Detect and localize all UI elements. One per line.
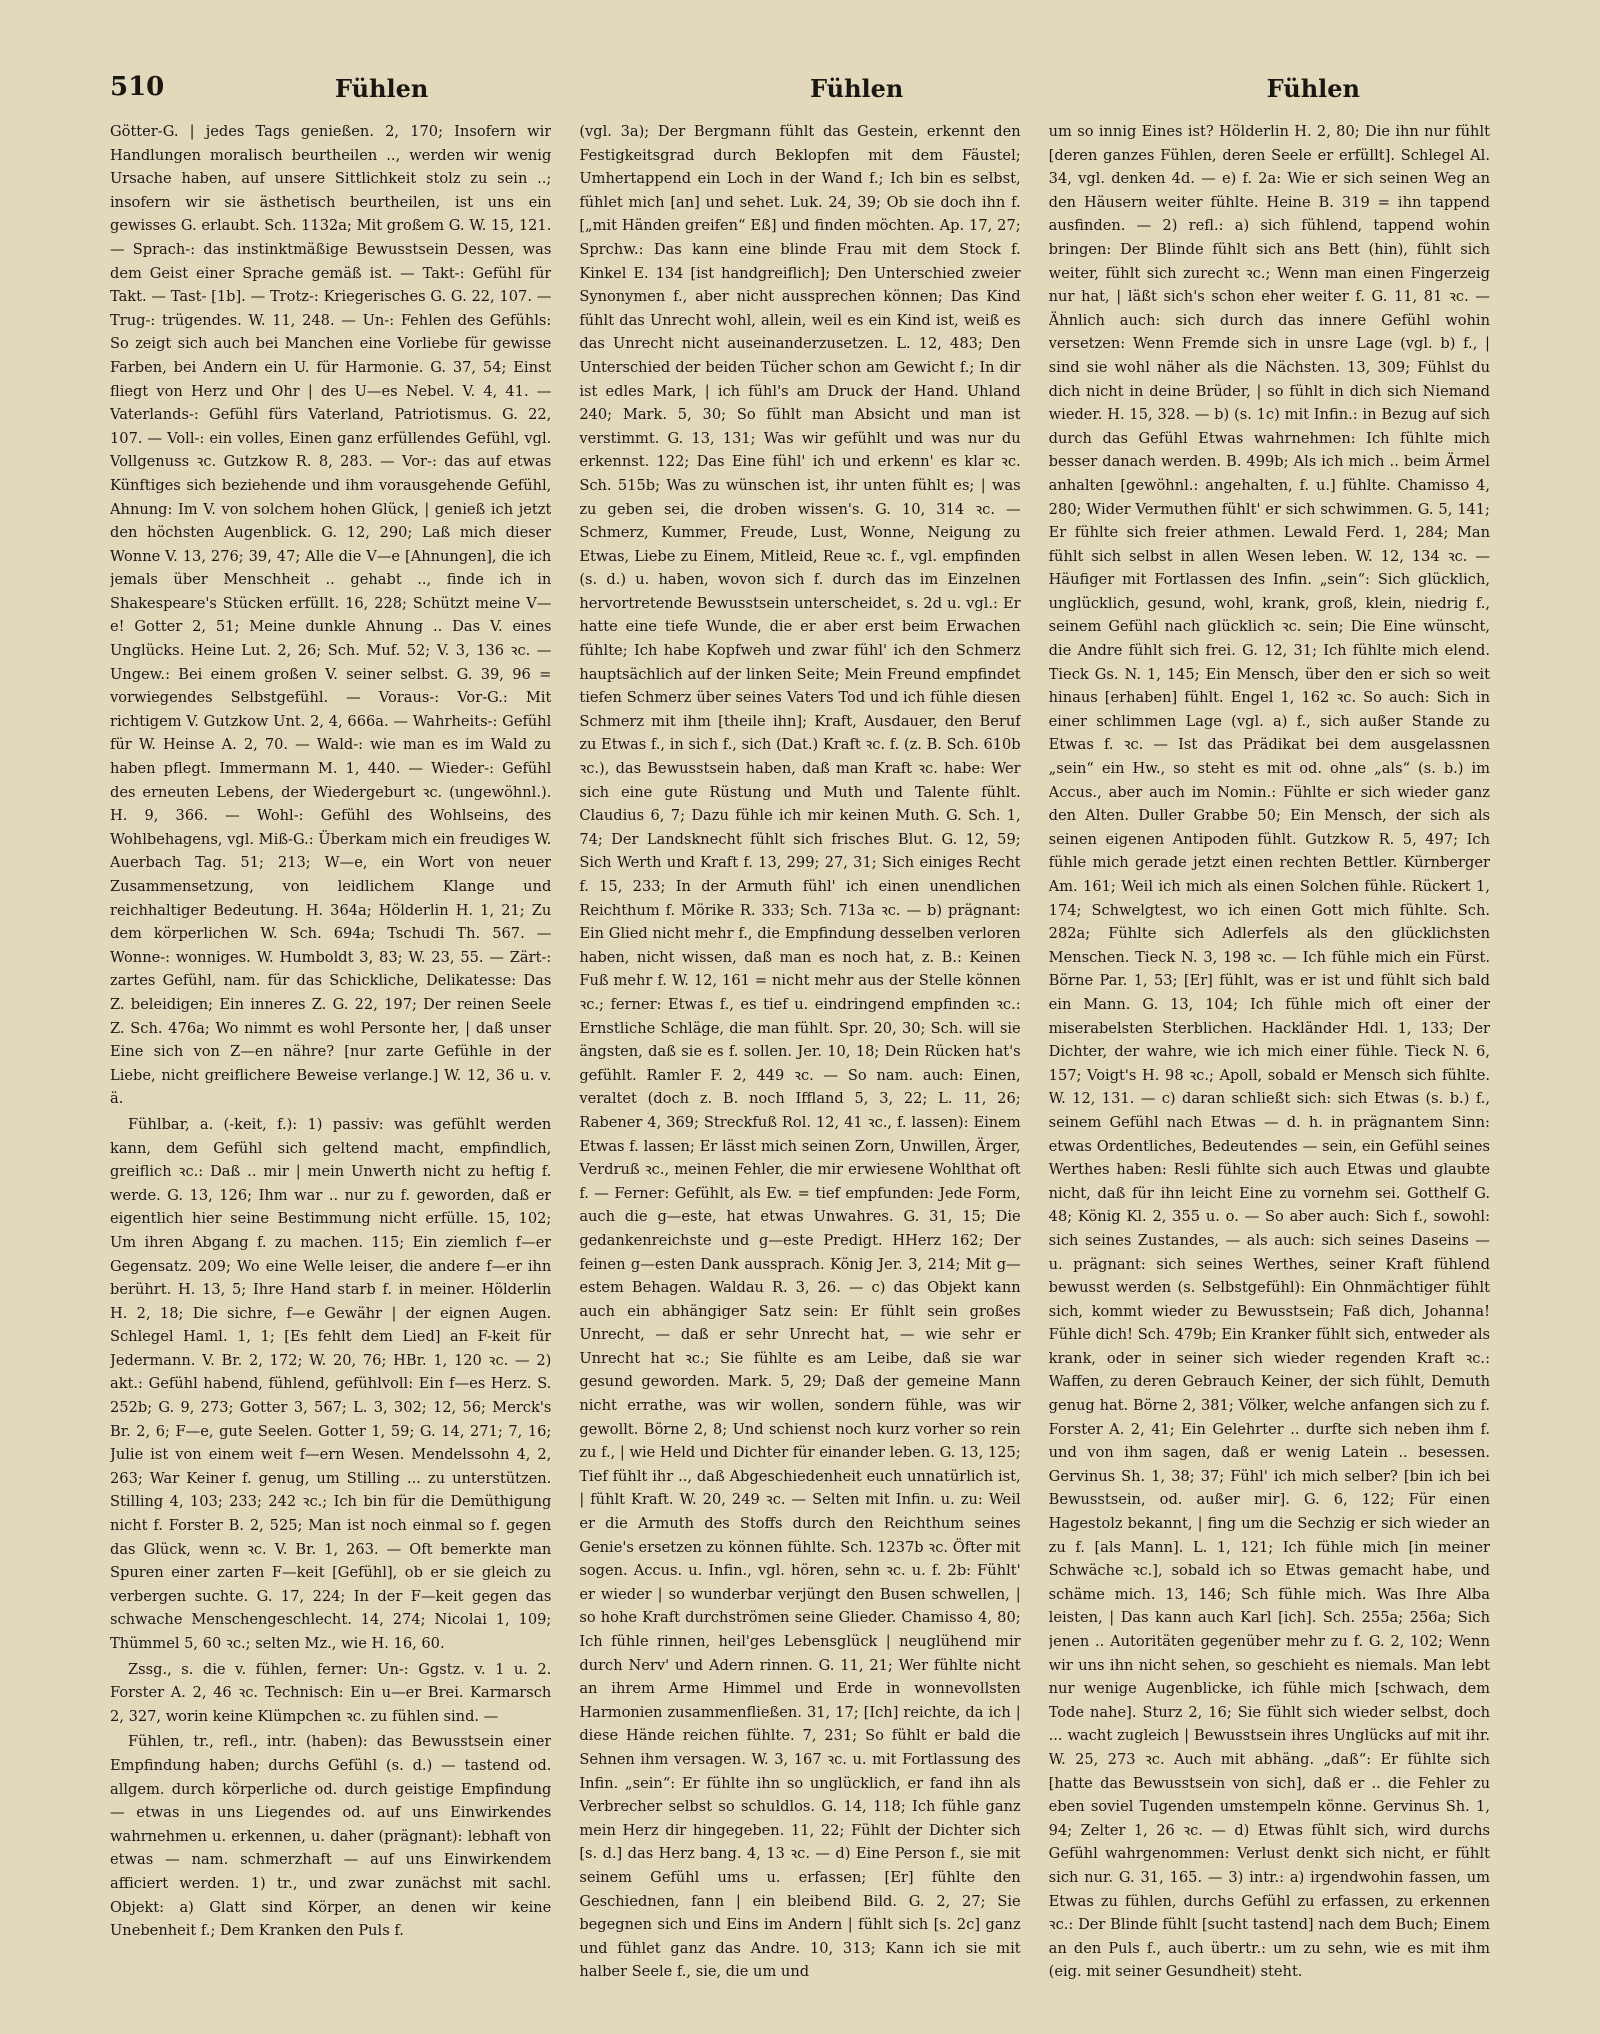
entry-compounds: Zssg., s. die v. fühlen, ferner: Un-: Ggstz. v. 1 u. 2. Forster A. 2, 46 ꝛc. Technisch: Ein u—er Brei. Karmarsch 2, 327, worin keine Klümpchen ꝛc. zu fühlen sind. — (110, 1660, 552, 1725)
entry-fuehlbar: Fühlbar, a. (-keit, f.): 1) passiv: was gefühlt werden kann, dem Gefühl sich geltend macht, empfindlich, greiflich ꝛc.: Daß .. mir | mein Unwerth nicht zu heftig f. werde. G. 13, 126; Ihm war .. nur zu f. geworden, daß er eigentlich hier seine Bestimmung nicht erfülle. 15, 102; Um ihren Abgang f. zu machen. 115; Ein ziemlich f—er Gegensatz. 209; Wo eine Welle leiser, die andere f—er ihn berührt. H. 13, 5; Ihre Hand starb f. in meiner. Hölderlin H. 2, 18; Die sichre, f—e Gewähr | der eignen Augen. Schlegel Haml. 1, 1; [Es fehlt dem Lied] an F-keit für Jedermann. V. Br. 2, 172; W. 20, 76; HBr. 1, 120 ꝛc. — 2) akt.: Gefühl habend, fühlend, gefühlvoll: Ein f—es Herz. S. 252b; G. 9, 273; Gotter 3, 567; L. 3, 302; 12, 56; Merck's Br. 2, 6; F—e, gute Seelen. Gotter 1, 59; G. 14, 271; 7, 16; Julie ist von einem weit f—ern Wesen. Mendelssohn 4, 2, 263; War Keiner f. genug, um Stilling ... zu unterstützen. Stilling 4, 103; 233; 242 ꝛc.; Ich bin für die Demüthigung nicht f. Forster B. 2, 525; Man ist noch einmal so f. gegen das Glück, wenn ꝛc. V. Br. 1, 263. — Oft bemerkte man Spuren einer zarten F—keit [Gefühl], ob er sie gleich zu verbergen suchte. G. 17, 224; In der F—keit gegen das schwache Menschengeschlecht. 14, 274; Nicolai 1, 109; Thümmel 5, 60 ꝛc.; selten Mz., wie H. 16, 60. (110, 1115, 552, 1652)
running-head-center: Fühlen (810, 74, 904, 103)
page-header (110, 72, 1490, 112)
page-number: 510 (110, 72, 165, 102)
entry-fuehlen: Fühlen, tr., refl., intr. (haben): das Bewusstsein einer Empfindung haben; durchs Gefühl (s. d.) — tastend od. allgem. durch körperliche od. durch geistige Empfindung — etwas in uns Liegendes od. auf uns Einwirkendes wahrnehmen u. erkennen, u. daher (prägnant): lebhaft von etwas — nam. schmerzhaft — auf uns Einwirkendem afficiert werden. 1) tr., und zwar zunächst mit sachl. Objekt: a) Glatt sind Körper, an denen wir keine Unebenheit f.; Dem Kranken den Puls f. (110, 1733, 552, 1940)
paragraph: Götter-G. | jedes Tags genießen. 2, 170; Insofern wir Handlungen moralisch beurtheilen .., werden wir wenig Ursache haben, auf unsere Sittlichkeit stolz zu sein ..; insofern wir sie ästhetisch beurtheilen, ist uns ein gewisses G. erlaubt. Sch. 1132a; Mit großem G. W. 15, 121. — Sprach-: das instinktmäßige Bewusstsein Dessen, was dem Geist einer Sprache gemäß ist. — Takt-: Gefühl für Takt. — Tast- [1b]. — Trotz-: Kriegerisches G. G. 22, 107. — Trug-: trügendes. W. 11, 248. — Un-: Fehlen des Gefühls: So zeigt sich auch bei Manchen eine Vorliebe für gewisse Farben, bei Andern ein U. für Harmonie. G. 37, 54; Einst fliegt von Herz und Ohr | des U—es Nebel. V. 4, 41. — Vaterlands-: Gefühl fürs Vaterland, Patriotismus. G. 22, 107. — Voll-: ein volles, Einen ganz erfüllendes Gefühl, vgl. Vollgenuss ꝛc. Gutzkow R. 8, 283. — Vor-: das auf etwas Künftiges sich beziehende und ihm vorausgehende Gefühl, Ahnung: Im V. von solchem hohen Glück, | genieß ich jetzt den höchsten Augenblick. G. 12, 290; Laß mich dieser Wonne V. 13, 276; 39, 47; Alle die V—e [Ahnungen], die ich jemals über Menschheit .. gehabt .., finde ich in Shakespeare's Stücken erfüllt. 16, 228; Schützt meine V—e! Gotter 2, 51; Meine dunkle Ahnung .. Das V. eines Unglücks. Heine Lut. 2, 26; Sch. Muf. 52; V. 3, 136 ꝛc. — Ungew.: Bei einem großen V. seiner selbst. G. 39, 96 = vorwiegendes Selbstgefühl. — Voraus-: Vor-G.: Mit richtigem V. Gutzkow Unt. 2, 4, 666a. — Wahrheits-: Gefühl für W. Heinse A. 2, 70. — Wald-: wie man es im Wald zu haben pflegt. Immermann M. 1, 440. — Wieder-: Gefühl des erneuten Lebens, der Wiedergeburt ꝛc. (ungewöhnl.). H. 9, 366. — Wohl-: Gefühl des Wohlseins, des Wohlbehagens, vgl. Miß-G.: Überkam mich ein freudiges W. Auerbach Tag. 51; 213; W—e, ein Wort von neuer Zusammensetzung, von leidlichem Klange und reichhaltiger Bedeutung. H. 364a; Hölderlin H. 1, 21; Zu dem körperlichen W. Sch. 694a; Tschudi Th. 567. — Wonne-: wonniges. W. Humboldt 3, 83; W. 23, 55. — Zärt-: zartes Gefühl, nam. für das Schickliche, Delikatesse: Das Z. beleidigen; Ein inneres Z. G. 22, 197; Der reinen Seele Z. Sch. 476a; Wo nimmt es wohl Personte her, | daß unser Eine sich von Z—en nähre? [nur zarte Gefühle in der Liebe, nicht greiflichere Beweise verlange.] W. 12, 36 u. v. ä. (110, 123, 552, 1108)
paragraph: um so innig Eines ist? Hölderlin H. 2, 80; Die ihn nur fühlt [deren ganzes Fühlen, deren Seele er erfüllt]. Schlegel Al. 34, vgl. denken 4d. — e) f. 2a: Wie er sich seinen Weg an den Häusern weiter fühlte. Heine B. 319 = ihn tappend ausfinden. — 2) refl.: a) sich fühlend, tappend wohin bringen: Der Blinde fühlt sich ans Bett (hin), fühlt sich weiter, fühlt sich zurecht ꝛc.; Wenn man einen Fingerzeig nur hat, | läßt sich's schon eher weiter f. G. 11, 81 ꝛc. — Ähnlich auch: sich durch das innere Gefühl wohin versetzen: Wenn Fremde sich in unsre Lage (vgl. b) f., | sind sie wohl näher als die Nächsten. 13, 309; Fühlst du dich nicht in deine Brüder, | so fühlt in dich sich Niemand wieder. H. 15, 328. — b) (s. 1c) mit Infin.: in Bezug auf sich durch das Gefühl Etwas wahrnehmen: Ich fühlte mich besser danach werden. B. 499b; Als ich mich .. beim Ärmel anhalten [gewöhnl.: angehalten, f. u.] fühlte. Chamisso 4, 280; Wider Vermuthen fühlt' er sich schwimmen. G. 5, 141; Er fühlte sich freier athmen. Lewald Ferd. 1, 284; Man fühlt sich selbst in allen Wesen leben. W. 12, 134 ꝛc. — Häufiger mit Fortlassen des Infin. „sein“: Sich glücklich, unglücklich, gesund, wohl, krank, groß, klein, niedrig f., seinem Gefühl nach glücklich ꝛc. sein; Die Eine wünscht, die Andre fühlt sich frei. G. 12, 31; Ich fühlte mich elend. Tieck Gs. N. 1, 145; Ein Mensch, über den er sich so weit hinaus [erhaben] fühlt. Engel 1, 162 ꝛc. So auch: Sich in einer schlimmen Lage (vgl. a) f., sich außer Stande zu Etwas f. ꝛc. — Ist das Prädikat bei dem ausgelassnen „sein“ ein Hw., so steht es mit od. ohne „als“ (s. b.) im Accus., aber auch im Nomin.: Fühlte er sich wieder ganz den Alten. Duller Grabbe 50; Ein Mensch, der sich als seinen eigenen Antipoden fühlt. Gutzkow R. 5, 497; Ich fühle mich gerade jetzt einen rechten Bettler. Kürnberger Am. 161; Weil ich mich als einen Solchen fühle. Rückert 1, 174; Schwelgtest, wo ich einen Gott mich fühlte. Sch. 282a; Fühlte sich Adlerfels als den glücklichsten Menschen. Tieck N. 3, 198 ꝛc. — Ich fühle mich ein Fürst. Börne Par. 1, 53; [Er] fühlt, was er ist und fühlt sich bald ein Mann. G. 13, 104; Ich fühle mich oft einer der miserabelsten Sterblichen. Hackländer Hdl. 1, 133; Der Dichter, der wahre, wie ich mich einer fühle. Tieck N. 6, 157; Voigt's H. 98 ꝛc.; Apoll, sobald er Mensch sich fühlte. W. 12, 131. — c) daran schließt sich: sich Etwas (s. b.) f., seinem Gefühl nach Etwas — d. h. in prägnantem Sinn: etwas Ordentliches, Bedeutendes — sein, ein Gefühl seines Werthes haben: Resli fühlte sich auch Etwas und glaubte nicht, daß für ihn leicht Eine zu vornehm sei. Gotthelf G. 48; König Kl. 2, 355 u. o. — So aber auch: Sich f., sowohl: sich seines Zustandes, — als auch: sich seines Daseins — u. prägnant: sich seines Werthes, seiner Kraft fühlend bewusst werden (s. Selbstgefühl): Ein Ohnmächtiger fühlt sich, kommt wieder zu Bewusstsein; Faß dich, Johanna! Fühle dich! Sch. 479b; Ein Kranker fühlt sich, entweder als krank, oder in seiner sich wieder regenden Kraft ꝛc.: Waffen, zu deren Gebrauch Keiner, der sich fühlt, Demuth genug hat. Börne 2, 381; Völker, welche anfangen sich zu f. Forster A. 2, 41; Ein Gelehrter .. durfte sich neben ihm f. und von ihm sagen, daß er wenig Latein .. besessen. Gervinus Sh. 1, 38; 37; Fühl' ich mich selber? [bin ich bei Bewusstsein, od. außer mir]. G. 6, 122; Für einen Hagestolz bekannt, | fing um die Sechzig er sich wieder an zu f. [als Mann]. L. 1, 121; Ich fühle mich [in meiner Schwäche ꝛc.], sobald ich so Etwas gemacht habe, und schäme mich. 13, 146; Sch fühle mich. Was Ihre Alba leisten, | Das kann auch Karl [ich]. Sch. 255a; 256a; Sich jenen .. Autoritäten gegenüber mehr zu f. G. 2, 102; Wenn wir uns ihn nicht sehen, so geschieht es niemals. Man lebt nur wenige Augenblicke, ich fühle mich [schwach, dem Tode nahe]. Sturz 2, 16; Sie fühlt sich wieder selbst, doch ... wacht zugleich | Bewusstsein ihres Unglücks auf mit ihr. W. 25, 273 ꝛc. Auch mit abhäng. „daß“: Er fühlte sich [hatte das Bewusstsein von sich], daß er .. die Fehler zu eben soviel Tugenden umstempeln könne. Gervinus Sh. 1, 94; Zelter 1, 26 ꝛc. — d) Etwas fühlt sich, wird durchs Gefühl wahrgenommen: Verlust denkt sich nicht, er fühlt sich nur. G. 31, 165. — 3) intr.: a) irgendwohin fassen, um Etwas zu fühlen, durchs Gefühl zu erfassen, zu erkennen ꝛc.: Der Blinde fühlt [sucht tastend] nach dem Buch; Einem an den Puls f., auch übertr.: um zu sehn, wie es mit ihm (eig. mit seiner Gesundheit) steht. (1048, 123, 1490, 1981)
running-head-left: Fühlen (335, 74, 429, 103)
text-columns (110, 120, 1490, 2000)
column-left (110, 120, 551, 2000)
paragraph: (vgl. 3a); Der Bergmann fühlt das Gestein, erkennt den Festigkeitsgrad durch Beklopfen mit dem Fäustel; Umhertappend ein Loch in der Wand f.; Ich bin es selbst, fühlet mich [an] und sehet. Luk. 24, 39; Ob sie doch ihn f. [„mit Händen greifen“ Eß] und finden möchten. Ap. 17, 27; Sprchw.: Das kann eine blinde Frau mit dem Stock f. Kinkel E. 134 [ist handgreiflich]; Den Unterschied zweier Synonymen f., aber nicht aussprechen können; Das Kind fühlt das Unrecht wohl, allein, weil es ein Kind ist, weiß es das Unrecht nicht auseinanderzusetzen. L. 12, 483; Den Unterschied der beiden Tücher schon am Gewicht f.; In dir ist edles Mark, | ich fühl's am Druck der Hand. Uhland 240; Mark. 5, 30; So fühlt man Absicht und man ist verstimmt. G. 13, 131; Was wir gefühlt und was nur du erkennst. 122; Das Eine fühl' ich und erkenn' es klar ꝛc. Sch. 515b; Was zu wünschen ist, ihr unten fühlt es; | was zu geben sei, die droben wissen's. G. 10, 314 ꝛc. — Schmerz, Kummer, Freude, Lust, Wonne, Neigung zu Etwas, Liebe zu Einem, Mitleid, Reue ꝛc. f., vgl. empfinden (s. d.) u. haben, wovon sich f. durch das im Einzelnen hervortretende Bewusstsein unterscheidet, s. 2d u. vgl.: Er hatte eine tiefe Wunde, die er aber erst beim Erwachen fühlte; Ich habe Kopfweh und zwar fühl' ich den Schmerz hauptsächlich auf der linken Seite; Mein Freund empfindet tiefen Schmerz über seines Vaters Tod und ich fühle diesen Schmerz mit ihm [theile ihn]; Kraft, Ausdauer, den Beruf zu Etwas f., in sich f., sich (Dat.) Kraft ꝛc. f. (z. B. Sch. 610b ꝛc.), das Bewusstsein haben, daß man Kraft ꝛc. habe: Wer sich eine gute Rüstung und Muth und Talente fühlt. Claudius 6, 7; Dazu fühle ich mir keinen Muth. G. Sch. 1, 74; Der Landsknecht fühlt sich frisches Blut. G. 12, 59; Sich Werth und Kraft f. 13, 299; 27, 31; Sich einiges Recht f. 15, 233; In der Armuth fühl' ich einen unendlichen Reichthum f. Mörike R. 333; Sch. 713a ꝛc. — b) prägnant: Ein Glied nicht mehr f., die Empfindung desselben verloren haben, nicht wissen, daß man es noch hat, z. B.: Keinen Fuß mehr f. W. 12, 161 = nicht mehr aus der Stelle können ꝛc.; ferner: Etwas f., es tief u. eindringend empfinden ꝛc.: Ernstliche Schläge, die man fühlt. Spr. 20, 30; Sch. will sie ängsten, daß sie es f. sollen. Jer. 10, 18; Dein Rücken hat's gefühlt. Ramler F. 2, 449 ꝛc. — So nam. auch: Einen, veraltet (doch z. B. noch Iffland 5, 3, 22; L. 11, 26; Rabener 4, 369; Streckfuß Rol. 12, 41 ꝛc., f. lassen): Einem Etwas f. lassen; Er lässt mich seinen Zorn, Unwillen, Ärger, Verdruß ꝛc., meinen Fehler, die mir erwiesene Wohlthat oft f. — Ferner: Gefühlt, als Ew. = tief empfunden: Jede Form, auch die g—este, hat etwas Unwahres. G. 31, 15; Die gedankenreichste und g—este Predigt. HHerz 162; Der feinen g—esten Dank aussprach. König Jer. 3, 214; Mit g—estem Behagen. Waldau R. 3, 26. — c) das Objekt kann auch ein abhängiger Satz sein: Er fühlt sein großes Unrecht, — daß er sehr Unrecht hat, — wie sehr er Unrecht hat ꝛc.; Sie fühlte es am Leibe, daß sie war gesund geworden. Mark. 5, 29; Daß der gemeine Mann nicht errathe, was wir wollen, sondern fühle, was wir gewollt. Börne 2, 8; Und schienst noch kurz vorher so rein zu f., | wie Held und Dichter für einander leben. G. 13, 125; Tief fühlt ihr .., daß Abgeschiedenheit euch unnatürlich ist, | fühlt Kraft. W. 20, 249 ꝛc. — Selten mit Infin. u. zu: Weil er die Armuth des Stoffs durch den Reichthum seines Genie's ersetzen zu können fühlte. Sch. 1237b ꝛc. Öfter mit sogen. Accus. u. Infin., vgl. hören, sehn ꝛc. u. f. 2b: Fühlt' er wieder | so wunderbar verjüngt den Busen schwellen, | so hohe Kraft durchströmen seine Glieder. Chamisso 4, 80; Ich fühle rinnen, heil'ges Lebensglück | neuglühend mir durch Nerv' und Adern rinnen. G. 11, 21; Wer fühlte nicht an ihrem Arme Himmel und Erde in wonnevollsten Harmonien zusammenfließen. 31, 17; [Ich] reichte, da ich | diese Hände reichen fühlte. 7, 231; So fühlt er bald die Sehnen ihm versagen. W. 3, 167 ꝛc. u. mit Fortlassung des Infin. „sein“: Er fühlte ihn so unglücklich, er fand ihn als Verbrecher selbst so schuldlos. G. 14, 118; Ich fühle ganz mein Herz dir hingegeben. 11, 22; Fühlt der Dichter sich [s. d.] das Herz bang. 4, 13 ꝛc. — d) Eine Person f., sie mit seinem Gefühl ums u. erfassen; [Er] fühlte den Geschiednen, fann | ein bleibend Bild. G. 2, 27; Sie begegnen sich und Eins im Andern | fühlt sich [s. 2c] ganz und fühlet ganz das Andre. 10, 313; Kann ich sie mit halber Seele f., sie, die um und (579, 123, 1021, 1981)
column-middle (579, 120, 1020, 2000)
column-right (1049, 120, 1490, 2000)
running-head-right: Fühlen (1266, 74, 1360, 103)
